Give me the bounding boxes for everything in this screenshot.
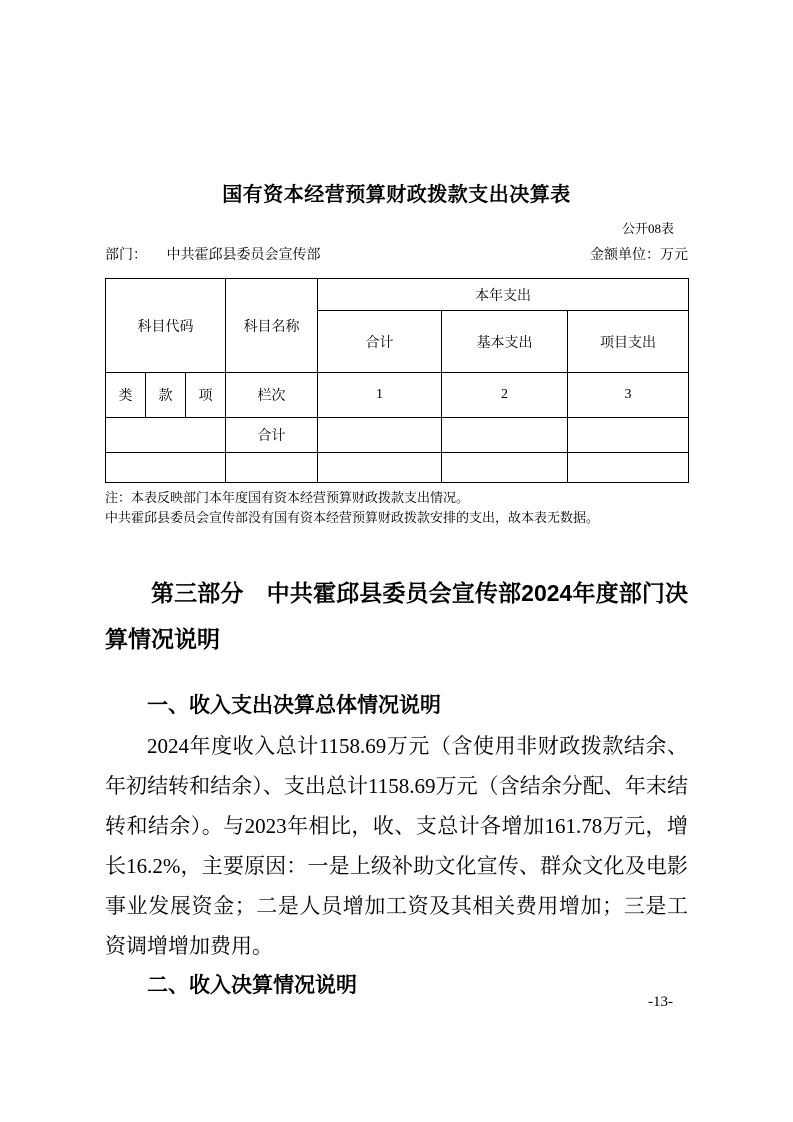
unit-label: 金额单位：万元 <box>590 248 688 263</box>
th-total: 合计 <box>318 311 442 373</box>
table-row-total <box>106 418 689 453</box>
rank-col-3: 3 <box>568 373 689 418</box>
th-subject-name: 科目名称 <box>226 279 318 373</box>
section1-paragraph: 2024年度收入总计1158.69万元（含使用非财政拨款结余、年初结转和结余）、支出总计1158.69万元（含结余分配、年末结转和结余）。与2023年相比，收、支总计各增加161.78万元，增长16.2%，主要原因：一是上级补助文化宣传、群众文化及电影事业发展资金；二是人员增加工资及其相关费用增加；三是工资调增增加费用。 <box>105 734 688 958</box>
rank-col-1: 1 <box>318 373 442 418</box>
cell-total <box>318 418 442 453</box>
cell-basic <box>442 418 568 453</box>
cell-name: 合计 <box>226 418 318 453</box>
department-label: 部门： <box>105 248 147 263</box>
th-code-section: 款 <box>146 373 186 418</box>
cell-name <box>226 453 318 483</box>
th-basic-expenditure: 基本支出 <box>442 311 568 373</box>
cell-project <box>568 453 689 483</box>
section2-heading: 二、收入决算情况说明 <box>147 974 357 997</box>
cell-code <box>106 453 226 483</box>
table-meta-row <box>105 246 688 266</box>
th-project-expenditure: 项目支出 <box>568 311 689 373</box>
cell-code <box>106 418 226 453</box>
table-header-row-1 <box>106 279 689 311</box>
part3-heading: 第三部分 中共霍邱县委员会宣传部2024年度部门决算情况说明 <box>105 580 688 652</box>
note-line-1: 注：本表反映部门本年度国有资本经营预算财政拨款支出情况。 <box>105 490 470 505</box>
table-rank-row <box>106 373 689 418</box>
table-notes <box>105 488 688 528</box>
budget-table <box>105 278 689 483</box>
cell-basic <box>442 453 568 483</box>
department-value: 中共霍邱县委员会宣传部 <box>166 248 321 263</box>
page-number: -13- <box>648 994 673 1010</box>
th-subject-code: 科目代码 <box>106 279 226 373</box>
th-rank-label: 栏次 <box>226 373 318 418</box>
section1-heading: 一、收入支出决算总体情况说明 <box>147 694 441 717</box>
table-title: 国有资本经营预算财政拨款支出决算表 <box>222 184 571 206</box>
cell-total <box>318 453 442 483</box>
th-code-item: 项 <box>186 373 226 418</box>
table-row-empty <box>106 453 689 483</box>
cell-project <box>568 418 689 453</box>
rank-col-2: 2 <box>442 373 568 418</box>
th-year-expenditure: 本年支出 <box>318 279 689 311</box>
note-line-2: 中共霍邱县委员会宣传部没有国有资本经营预算财政拨款安排的支出，故本表无数据。 <box>105 510 600 525</box>
department-row <box>105 246 321 266</box>
sheet-number-label: 公开08表 <box>621 221 674 236</box>
th-code-class: 类 <box>106 373 146 418</box>
